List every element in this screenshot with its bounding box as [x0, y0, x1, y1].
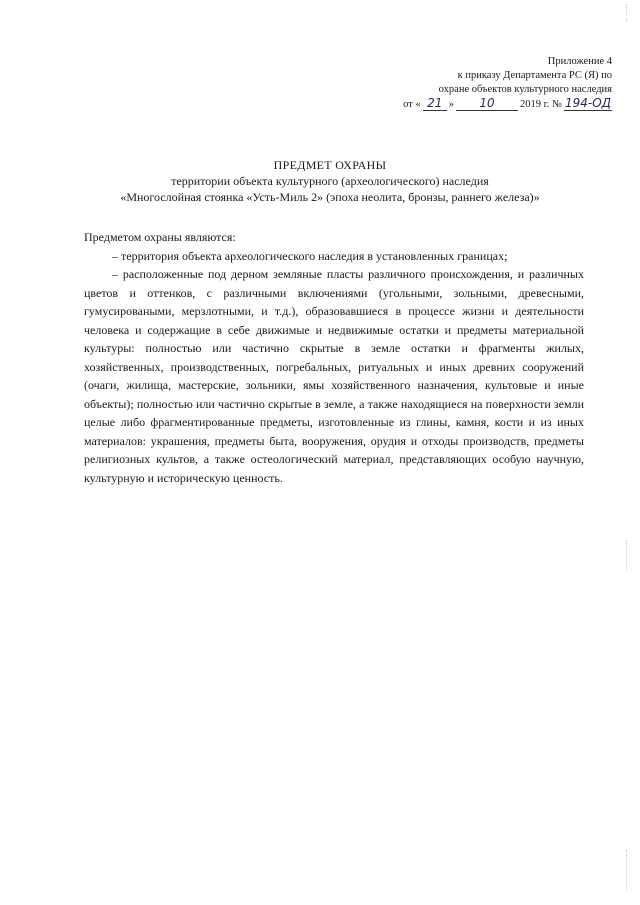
scan-edge-mark	[626, 540, 628, 570]
body-intro: Предметом охраны являются:	[84, 230, 236, 244]
order-number: 194-ОД	[564, 96, 612, 110]
date-day-close: »	[448, 99, 454, 110]
protection-item-territory: – территория объекта археологического наследия в установленных границах;	[112, 248, 508, 263]
scan-edge-mark	[626, 850, 628, 890]
appendix-date-line	[380, 97, 612, 112]
page-title: ПРЕДМЕТ ОХРАНЫ	[273, 158, 387, 172]
object-name: «Многослойная стоянка «Усть-Миль 2» (эпоха неолита, бронзы, раннего железа)»	[120, 190, 540, 204]
appendix-block	[380, 55, 612, 112]
date-day: 21	[423, 97, 447, 111]
appendix-department: охране объектов культурного наследия	[438, 84, 612, 95]
date-prefix: от «	[403, 99, 421, 110]
appendix-order-ref: к приказу Департамента РС (Я) по	[457, 70, 612, 81]
title-subtitle: территории объекта культурного (археологического) наследия	[171, 174, 489, 188]
scan-edge-mark	[626, 4, 628, 22]
document-body	[84, 228, 584, 487]
appendix-number: Приложение 4	[547, 56, 612, 67]
date-month: 10	[456, 97, 518, 111]
date-year: 2019 г. №	[519, 99, 562, 110]
protection-item-layers: – расположенные под дерном земляные пласты различного происхождения, и различных цветов и оттенков, с различными включениями (угольными, зольными, древесными, гумусироваными, мерзлотными, и т.д.), образовавшиеся в процессе жизни и деятельности человека и содержащие в себе движимые и недвижимые остатки и предметы материальной культуры: полностью или частично скрытые в земле остатки и фрагменты жилых, хозяйственных, производственных, погребальных, ритуальных и иных древних сооружений (очаги, жилища, мастерские, зольники, ямы хозяйственного назначения, культовые и иные объекты); полностью или частично скрытые в земле, а также находящиеся на поверхности земли целые либо фрагментированные предметы, изготовленные из глины, камня, кости и из иных материалов: украшения, предметы быта, вооружения, орудия и отходы производств, предметы религиозных культов, а также остеологический материал, представляющих особую научную, культурную и историческую ценность.	[84, 267, 584, 485]
title-block	[60, 157, 600, 205]
